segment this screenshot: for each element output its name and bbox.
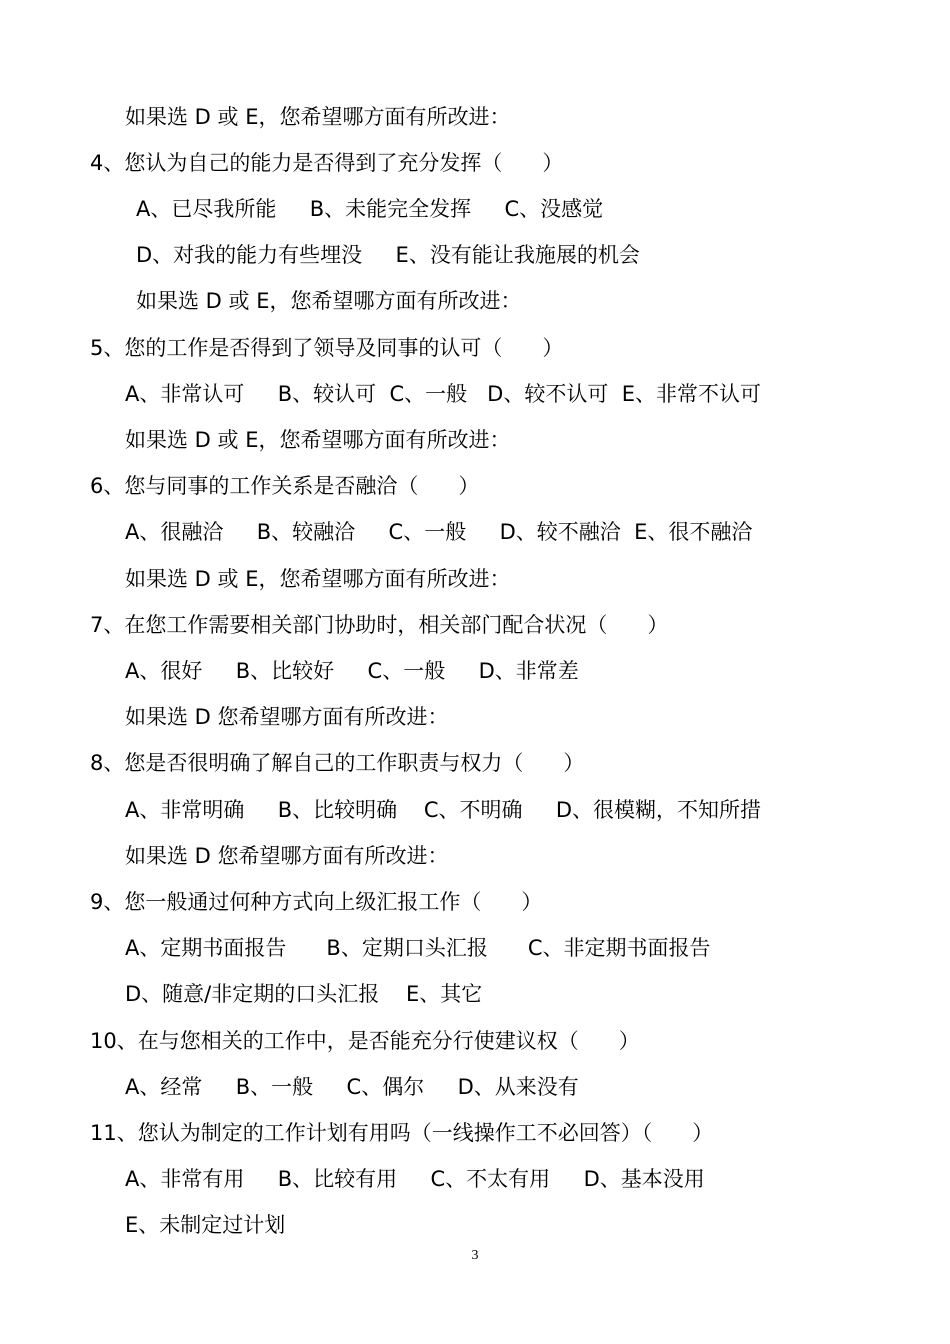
followup-line: 如果选 D 或 E，您希望哪方面有所改进： xyxy=(125,567,511,591)
option-line: A、经常 B、一般 C、偶尔 D、从来没有 xyxy=(125,1075,579,1099)
question-6: 6、您与同事的工作关系是否融洽（ ） xyxy=(90,474,480,498)
option-line: A、定期书面报告 B、定期口头汇报 C、非定期书面报告 xyxy=(125,936,711,960)
followup-line: 如果选 D 或 E，您希望哪方面有所改进： xyxy=(136,289,522,313)
option-line: A、很融洽 B、较融洽 C、一般 D、较不融洽 E、很不融洽 xyxy=(125,520,753,544)
followup-line: 如果选 D 您希望哪方面有所改进： xyxy=(125,705,449,729)
followup-line: 如果选 D 或 E，您希望哪方面有所改进： xyxy=(125,105,511,129)
followup-line: 如果选 D 或 E，您希望哪方面有所改进： xyxy=(125,428,511,452)
question-9: 9、您一般通过何种方式向上级汇报工作（ ） xyxy=(90,890,543,914)
question-8: 8、您是否很明确了解自己的工作职责与权力（ ） xyxy=(90,751,585,775)
question-4: 4、您认为自己的能力是否得到了充分发挥（ ） xyxy=(90,151,564,175)
question-5: 5、您的工作是否得到了领导及同事的认可（ ） xyxy=(90,336,564,360)
page-number: 3 xyxy=(471,1248,479,1263)
followup-line: 如果选 D 您希望哪方面有所改进： xyxy=(125,844,449,868)
option-line: E、未制定过计划 xyxy=(125,1213,286,1237)
question-10: 10、在与您相关的工作中，是否能充分行使建议权（ ） xyxy=(90,1029,640,1053)
question-7: 7、在您工作需要相关部门协助时，相关部门配合状况（ ） xyxy=(90,613,669,637)
option-line: D、随意/非定期的口头汇报 E、其它 xyxy=(125,982,483,1006)
option-line: A、已尽我所能 B、未能完全发挥 C、没感觉 xyxy=(136,197,604,221)
option-line: D、对我的能力有些埋没 E、没有能让我施展的机会 xyxy=(136,243,640,267)
option-line: A、很好 B、比较好 C、一般 D、非常差 xyxy=(125,659,579,683)
option-line: A、非常明确 B、比较明确 C、不明确 D、很模糊，不知所措 xyxy=(125,798,762,822)
option-line: A、非常有用 B、比较有用 C、不太有用 D、基本没用 xyxy=(125,1167,705,1191)
option-line: A、非常认可 B、较认可 C、一般 D、较不认可 E、非常不认可 xyxy=(125,382,761,406)
question-11: 11、您认为制定的工作计划有用吗（一线操作工不必回答）（ ） xyxy=(90,1121,714,1145)
